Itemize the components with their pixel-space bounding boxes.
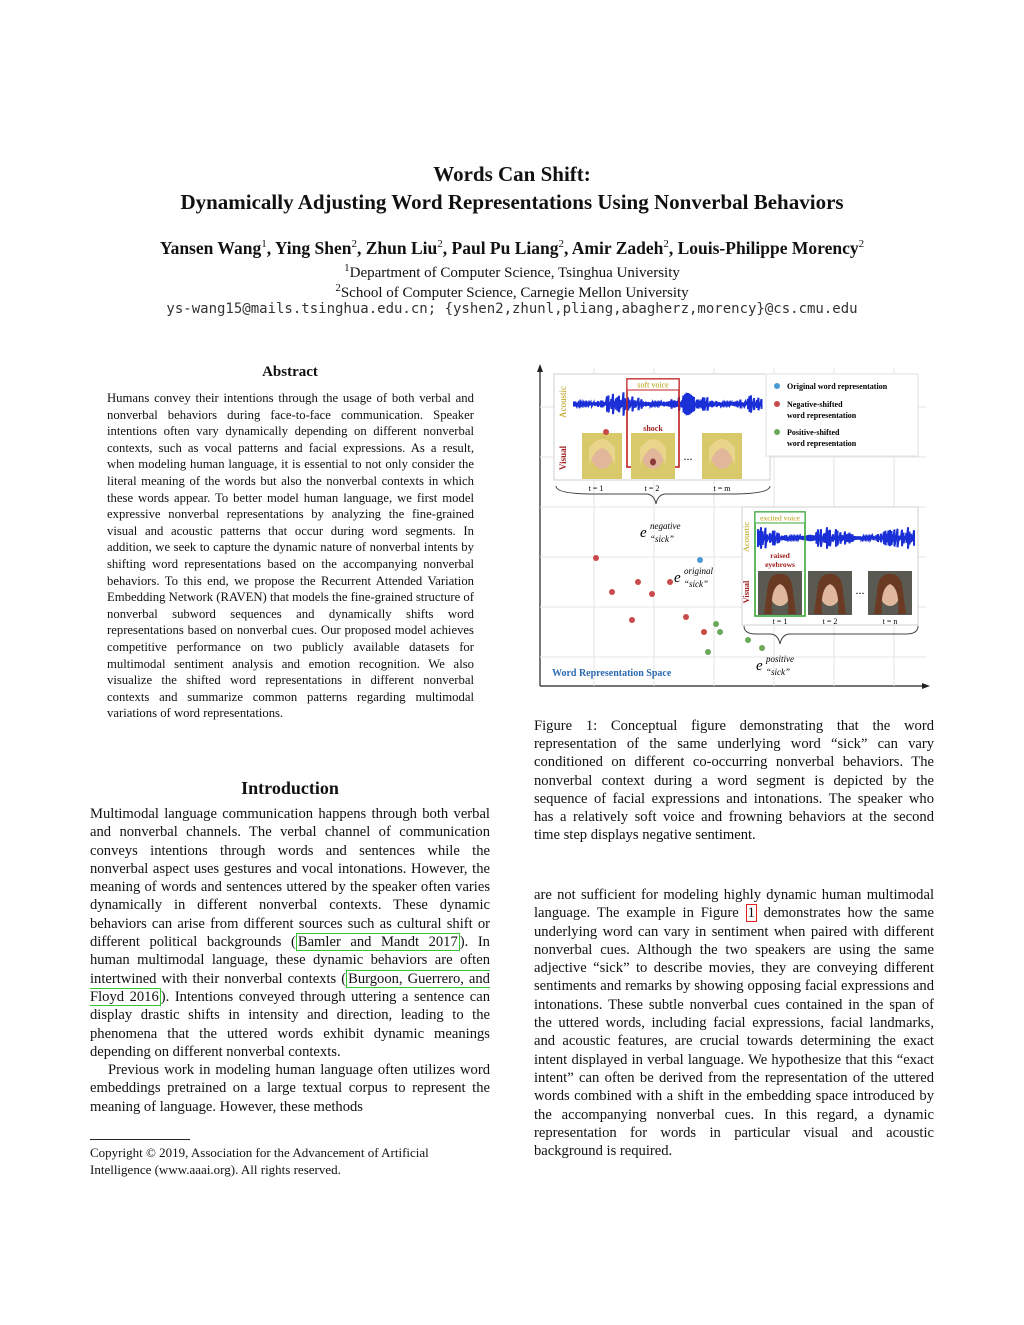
- acoustic-label-1: Acoustic: [558, 386, 568, 418]
- negative-point: [603, 429, 609, 435]
- abstract-text: Humans convey their intentions through the usage of both verbal and nonverbal behaviors during face-to-face communication. Speaker intentions often vary dynamically depending on different nonverbal contexts, such as vocal patterns and facial expressions. As a result, when modeling human language, it is essential to not only consider the literal meaning of the words but also the nonverbal contexts in which these words appear. To better model human language, we first model expressive nonverbal representations by analyzing the fine-grained visual and acoustic patterns that occur during word segments. In addition, we seek to capture the dynamic nature of nonverbal intents by shifting word representations based on the accompanying nonverbal behaviors. To this end, we propose the Recurrent Attended Variation Embedding Network (RAVEN) that models the fine-grained structure of nonverbal subword sequences and dynamically shifts word representations based on nonverbal cues. Our proposed model achieves competitive performance on two publicly available datasets for multimodal sentiment analysis and emotion recognition. We also visualize the shifted word representations in different nonverbal contexts and summarize common patterns regarding multimodal variations of word representations.: [107, 391, 474, 721]
- figure-1-caption: Figure 1: Conceptual figure demonstrating that the word representation of the same underlying word “sick” can vary conditioned on different co-occurring nonverbal behaviors. The nonverbal context during a word segment is depicted by the sequence of facial expressions and intonations. The speaker who has a relatively soft voice and frowning behaviors at the second time step displays negative sentiment.: [534, 718, 934, 844]
- intro-paragraph-2: Previous work in modeling human language often utilizes word embeddings pretrained on a large textual corpus to represent the meaning of language. However, these methods: [90, 1062, 490, 1115]
- legend-positive-label-1: Positive-shifted: [787, 428, 840, 437]
- legend-original-dot: [774, 383, 780, 389]
- author: Paul Pu Liang: [451, 238, 559, 258]
- svg-text:e: e: [756, 658, 763, 674]
- legend-negative-label-1: Negative-shifted: [787, 400, 843, 409]
- time-label-bottom-1: t = 1: [772, 617, 788, 626]
- time-label-top-m: t = m: [713, 484, 731, 493]
- svg-text:positive: positive: [766, 654, 794, 664]
- visual-label-2: Visual: [741, 580, 751, 604]
- face-frame-1-2: [631, 433, 675, 479]
- affiliation-1: $^1$Department of Computer Science, Tsinghua University: [344, 262, 680, 281]
- negative-point: [609, 589, 615, 595]
- face-frame-2-1: [758, 571, 802, 615]
- negative-point: [667, 579, 673, 585]
- positive-point: [705, 649, 711, 655]
- face-frame-2-2: [808, 571, 852, 615]
- svg-text:e: e: [674, 570, 681, 586]
- legend-original-label: Original word representation: [787, 382, 888, 391]
- visual-label-1: Visual: [558, 445, 568, 471]
- figure-1-diagram: [534, 362, 934, 692]
- abstract-heading: Abstract: [262, 364, 318, 380]
- legend-positive-label-2: word representation: [787, 439, 857, 448]
- right-column-body: are not sufficient for modeling highly dynamic human multimodal language. The example in Figure 1 demonstrates how the same underlying word can vary in sentiment when paired with different nonverbal cues. Although the two speakers are using the same adjective “sick” to describe movies, they are conveying different sentiments and remarks by showing opposing facial expressions and intonations. These subtle nonverbal cues contained in the span of the uttered words, including facial expressions, facial landmarks, and acoustic features, are crucial towards determining the exact intent displayed in verbal language. We hypothesize that this “exact intent” can often be derived from the representation of the uttered words combined with a shift in the embedding space introduced by the accompanying nonverbal cues. In this regard, a dynamic representation for words in particular visual and acoustic background is required.: [534, 887, 934, 1160]
- soft-voice-label: soft voice: [637, 380, 669, 390]
- author: Ying Shen: [274, 238, 352, 258]
- figure-reference-link[interactable]: 1: [747, 905, 755, 922]
- svg-text:“sick”: “sick”: [766, 667, 791, 677]
- brace-bottom: [744, 626, 918, 644]
- negative-point: [683, 614, 689, 620]
- x-axis-arrow: [922, 683, 930, 689]
- positive-point: [717, 629, 723, 635]
- negative-point: [629, 617, 635, 623]
- original-embedding-label: [674, 566, 714, 589]
- time-label-bottom-2: t = 2: [822, 617, 838, 626]
- paper-title-line-2: Dynamically Adjusting Word Representations Using Nonverbal Behaviors: [180, 190, 844, 214]
- svg-text:e: e: [640, 525, 647, 541]
- footnote-rule: [90, 1139, 190, 1140]
- time-label-bottom-n: t = n: [882, 617, 898, 626]
- introduction-body: [90, 805, 490, 1116]
- paper-title-line-1: Words Can Shift:: [433, 162, 591, 186]
- original-point: [697, 557, 703, 563]
- negative-embedding-label: [640, 521, 681, 544]
- author-list: Yansen Wang$^1$, Ying Shen$^2$, Zhun Liu$^2$, Paul Pu Liang$^2$, Amir Zadeh$^2$, Louis-Philippe Morency$^2$: [159, 238, 865, 258]
- face-frame-1-1: [582, 433, 622, 479]
- author: Louis-Philippe Morency: [677, 238, 859, 258]
- excited-voice-label: excited voice: [760, 513, 800, 523]
- raised-eyebrows-label-2: eyebrows: [765, 560, 795, 569]
- figure-1: [534, 362, 934, 692]
- negative-point: [701, 629, 707, 635]
- negative-point: [635, 579, 641, 585]
- time-label-top-2: t = 2: [644, 484, 660, 493]
- word-representation-space-label: Word Representation Space: [552, 668, 672, 679]
- negative-point: [593, 555, 599, 561]
- y-axis-arrow: [537, 364, 543, 372]
- legend-positive-dot: [774, 429, 780, 435]
- acoustic-label-2: Acoustic: [741, 521, 751, 553]
- legend-negative-dot: [774, 401, 780, 407]
- ellipsis-1: ...: [683, 449, 693, 463]
- svg-text:original: original: [684, 566, 714, 576]
- citation-link-burgoon[interactable]: Burgoon, Guerrero, and Floyd 2016: [90, 970, 490, 1005]
- author-emails: ys-wang15@mails.tsinghua.edu.cn; {yshen2,zhunl,pliang,abagherz,morency}@cs.cmu.edu: [166, 301, 858, 317]
- author: Amir Zadeh: [571, 238, 664, 258]
- positive-point: [745, 637, 751, 643]
- svg-text:“sick”: “sick”: [684, 579, 709, 589]
- positive-point: [759, 645, 765, 651]
- ellipsis-2: ...: [855, 583, 865, 597]
- face-frame-1-m: [702, 433, 742, 479]
- raised-eyebrows-label-1: raised: [770, 551, 790, 560]
- positive-point: [713, 621, 719, 627]
- svg-text:“sick”: “sick”: [650, 534, 675, 544]
- copyright-footnote: Copyright © 2019, Association for the Advancement of Artificial Intelligence (www.aaai.org). All rights reserved.: [90, 1145, 429, 1177]
- introduction-heading: Introduction: [241, 778, 339, 798]
- citation-link-bamler[interactable]: Bamler and Mandt 2017: [297, 934, 458, 951]
- negative-point: [649, 591, 655, 597]
- svg-text:negative: negative: [650, 521, 681, 531]
- time-label-top-1: t = 1: [588, 484, 604, 493]
- positive-embedding-label: [756, 654, 794, 677]
- face-frame-2-n: [868, 571, 912, 615]
- author: Yansen Wang: [159, 238, 262, 258]
- affiliation-2: $^2$School of Computer Science, Carnegie Mellon University: [335, 282, 689, 301]
- shock-label: shock: [643, 424, 663, 433]
- legend-negative-label-2: word representation: [787, 411, 857, 420]
- author: Zhun Liu: [365, 238, 438, 258]
- intro-paragraph-1: Multimodal language communication happens through both verbal and nonverbal channels. The verbal channel of communication conveys intentions through words and sentences while the nonverbal aspect uses gestures and vocal intonations. However, the meaning of words and sentences uttered by the speaker often varies dynamically in different nonverbal contexts. These dynamic behaviors can arise from different sources such as cultural shift or different political backgrounds ( Bamler and Mandt 2017 ). In human multimodal language, these dynamic behaviors are often intertwined with their nonverbal contexts ( Burgoon, Guerrero, and Floyd 2016 ). Intentions conveyed through uttering a sentence can display drastic shifts in intensity and direction, leading to the phenomena that the uttered words exhibit dynamic meanings depending on different nonverbal contexts.: [90, 806, 490, 1060]
